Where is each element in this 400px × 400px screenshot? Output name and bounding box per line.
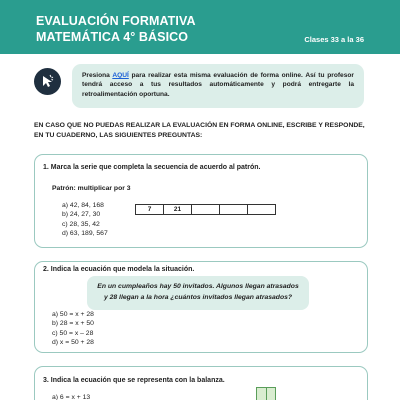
sequence-cell	[191, 204, 220, 215]
classes-range: Clases 33 a la 36	[304, 35, 364, 44]
question-2-title: 2. Indica la ecuación que modela la situación.	[43, 266, 195, 273]
question-1-title: 1. Marca la serie que completa la secuencia de acuerdo al patrón.	[43, 164, 261, 171]
online-notice	[72, 64, 364, 108]
option-d[interactable]: d) x = 50 + 28	[52, 339, 94, 347]
sequence-cell: 7	[135, 204, 164, 215]
sequence-table	[136, 204, 276, 215]
question-2-box	[34, 261, 368, 353]
option-d[interactable]: d) 63, 189, 567	[62, 230, 108, 238]
option-b[interactable]: b) 24, 27, 30	[62, 211, 101, 219]
story-line-1: En un cumpleaños hay 50 invitados. Algunos llegan atrasados	[97, 283, 299, 290]
sequence-cell: 21	[163, 204, 192, 215]
story-box	[87, 276, 309, 310]
online-link[interactable]: AQUÍ	[112, 72, 129, 79]
notice-text-before: Presiona	[82, 72, 113, 79]
notice-text-after: para realizar esta misma evaluación de forma online. Así tu profesor tendrá acceso a tus resultados automáticamente y podrá entregarte la retroalimentación oportuna.	[82, 72, 354, 98]
instructions: EN CASO QUE NO PUEDAS REALIZAR LA EVALUACIÓN EN FORMA ONLINE, ESCRIBE Y RESPONDE, EN TU CUADERNO, LAS SIGUIENTES PREGUNTAS:	[34, 122, 365, 139]
title-line-2: MATEMÁTICA 4° BÁSICO	[36, 30, 189, 44]
cursor-click-icon	[34, 68, 61, 95]
question-1-box	[34, 154, 368, 248]
sequence-cell	[247, 204, 276, 215]
option-c[interactable]: c) 28, 35, 42	[62, 220, 100, 228]
title-line-1: EVALUACIÓN FORMATIVA	[36, 14, 196, 28]
story-line-2: y 28 llegan a la hora ¿cuántos invitados llegan atrasados?	[103, 294, 293, 301]
question-2-options	[52, 310, 94, 348]
option-a[interactable]: a) 50 = x + 28	[52, 311, 94, 318]
question-1-options	[62, 201, 108, 239]
question-3-options	[52, 393, 90, 400]
question-3-title: 3. Indica la ecuación que se representa con la balanza.	[43, 377, 225, 384]
sequence-cell	[219, 204, 248, 215]
option-a[interactable]: a) 42, 84, 168	[62, 202, 104, 209]
pattern-label: Patrón: multiplicar por 3	[52, 185, 131, 192]
question-3-box	[34, 366, 368, 400]
header-banner	[0, 0, 400, 54]
option-a[interactable]: a) 6 = x + 13	[52, 394, 91, 400]
option-b[interactable]: b) 28 = x + 50	[52, 320, 94, 328]
option-c[interactable]: c) 50 = x – 28	[52, 329, 94, 337]
balance-image	[256, 387, 276, 400]
